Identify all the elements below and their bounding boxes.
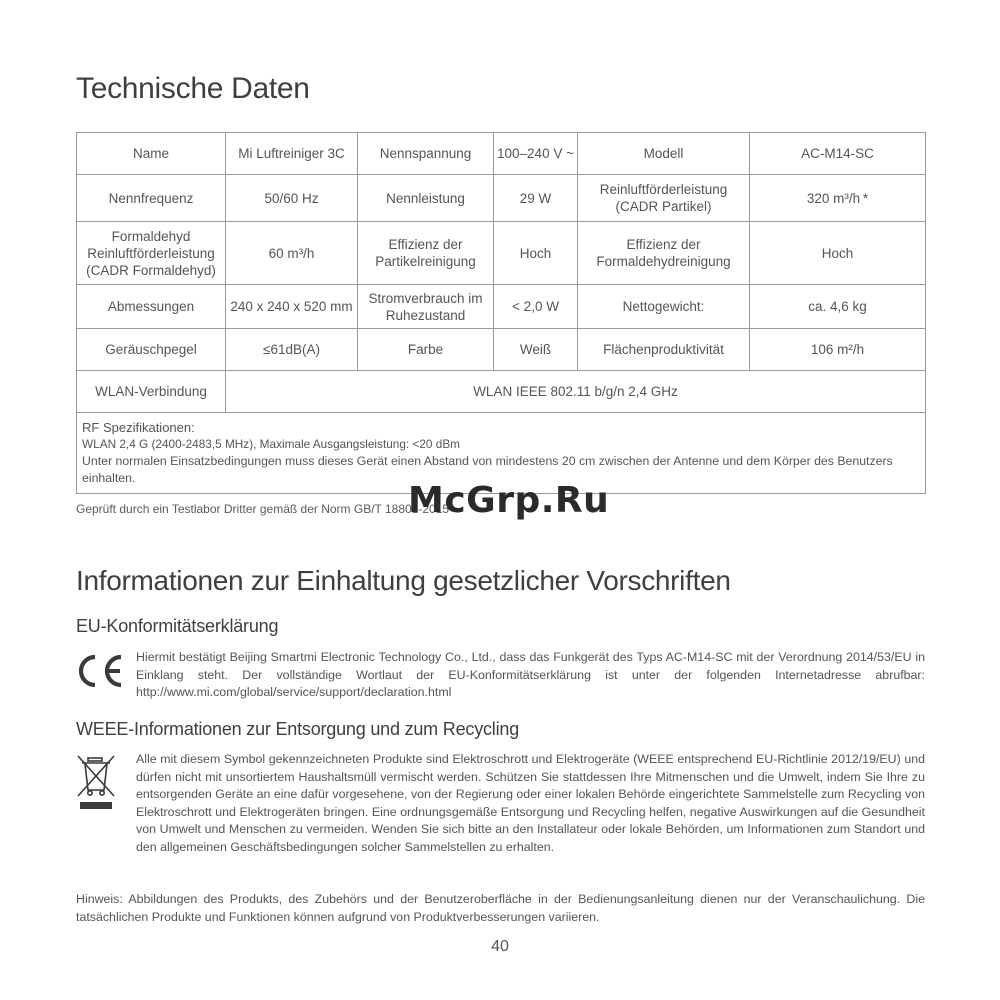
table-cell: Effizienz der Formaldehydreinigung: [578, 222, 750, 285]
eu-heading: EU-Konformitätserklärung: [76, 616, 279, 636]
table-cell: Nettogewicht:: [578, 285, 750, 329]
table-cell: Nennleistung: [358, 175, 494, 222]
test-note: Geprüft durch ein Testlabor Dritter gemäß der Norm GB/T 18801-2015: [76, 502, 450, 516]
table-cell: ≤61dB(A): [226, 329, 358, 371]
rf-line: Unter normalen Einsatzbedingungen muss dieses Gerät einen Abstand von mindestens 20 cm zwischen der Antenne und dem Körper des Benutzers einhalten.: [82, 454, 893, 485]
page-number: 40: [491, 938, 509, 955]
table-row: [77, 175, 926, 222]
table-cell: Formaldehyd Reinluftförderleistung (CADR Formaldehyd): [77, 222, 226, 285]
ce-mark-icon: [74, 652, 126, 690]
table-cell: WLAN-Verbindung: [77, 371, 226, 413]
table-cell: Stromverbrauch im Ruhezustand: [358, 285, 494, 329]
table-row: [77, 371, 926, 413]
weee-text: Alle mit diesem Symbol gekennzeichneten Produkte sind Elektroschrott und Elektrogeräte (WEEE entsprechend EU-Richtlinie 2012/19/EU) und dürfen nicht mit unsortiertem Haushaltsmüll vermischt werden. Schützen Sie stattdessen Ihre Mitmenschen und die Umwelt, indem Sie Ihre zu entsorgenden Geräte an eine dafür vorgesehene, von der Regierung oder einer lokalen Behörde eingerichtete Sammelstelle zum Recycling von Elektroschrott und Elektrogeräten bringen. Eine ordnungsgemäße Entsorgung und Recycling helfen, negative Auswirkungen auf die Gesundheit von Umwelt und Menschen zu vermeiden. Wenden Sie sich bitte an den Installateur oder lokale Behörden, um Informationen zum Standort und den allgemeinen Geschäftsbedingungen solcher Sammelstellen zu erhalten.: [136, 752, 925, 854]
table-row: [77, 133, 926, 175]
table-cell: 60 m³/h: [226, 222, 358, 285]
table-cell: 100–240 V ~: [494, 133, 578, 175]
table-cell: Mi Luftreiniger 3C: [226, 133, 358, 175]
table-cell: Hoch: [494, 222, 578, 285]
table-cell: WLAN IEEE 802.11 b/g/n 2,4 GHz: [226, 371, 926, 413]
rf-title: RF Spezifikationen:: [82, 420, 195, 435]
table-cell: Effizienz der Partikelreinigung: [358, 222, 494, 285]
table-cell: 240 x 240 x 520 mm: [226, 285, 358, 329]
table-cell: Farbe: [358, 329, 494, 371]
table-cell: ca. 4,6 kg: [750, 285, 926, 329]
eu-declaration-text: Hiermit bestätigt Beijing Smartmi Electronic Technology Co., Ltd., dass das Funkgerät des Typs AC-M14-SC mit der Verordnung 2014/53/EU in Einklang steht. Der vollständige Wortlaut der EU-Konformitätserklärung ist unter der folgenden Internetadresse abrufbar: http://www.mi.com/global/service/support/declaration.html: [136, 650, 925, 700]
table-cell: Name: [77, 133, 226, 175]
table-cell: < 2,0 W: [494, 285, 578, 329]
weee-heading: WEEE-Informationen zur Entsorgung und zum Recycling: [76, 719, 520, 739]
watermark: McGrp.Ru: [408, 480, 610, 521]
table-cell: Nennspannung: [358, 133, 494, 175]
table-cell: Modell: [578, 133, 750, 175]
table-cell: AC-M14-SC: [750, 133, 926, 175]
table-cell: Weiß: [494, 329, 578, 371]
table-row: [77, 222, 926, 285]
page-title: Technische Daten: [76, 72, 310, 105]
table-cell: 320 m³/h *: [750, 175, 926, 222]
table-cell: 106 m²/h: [750, 329, 926, 371]
disclaimer-text: Hinweis: Abbildungen des Produkts, des Zubehörs und der Benutzeroberfläche in der Bedienungsanleitung dienen nur der Veranschaulichung. Die tatsächlichen Produkte und Funktionen können aufgrund von Produktverbesserungen variieren.: [76, 892, 925, 924]
table-row: [77, 329, 926, 371]
table-row: [77, 285, 926, 329]
crossed-bin-icon: [74, 752, 118, 812]
table-cell: Reinluftförderleistung (CADR Partikel): [578, 175, 750, 222]
table-cell: Nennfrequenz: [77, 175, 226, 222]
table-cell: Hoch: [750, 222, 926, 285]
section-title: Informationen zur Einhaltung gesetzlicher Vorschriften: [76, 565, 731, 596]
table-cell: 29 W: [494, 175, 578, 222]
rf-line: WLAN 2,4 G (2400-2483,5 MHz), Maximale Ausgangsleistung: <20 dBm: [82, 437, 461, 451]
table-cell: Geräuschpegel: [77, 329, 226, 371]
table-cell: 50/60 Hz: [226, 175, 358, 222]
table-cell: Abmessungen: [77, 285, 226, 329]
table-cell: Flächenproduktivität: [578, 329, 750, 371]
spec-table: [76, 132, 926, 494]
